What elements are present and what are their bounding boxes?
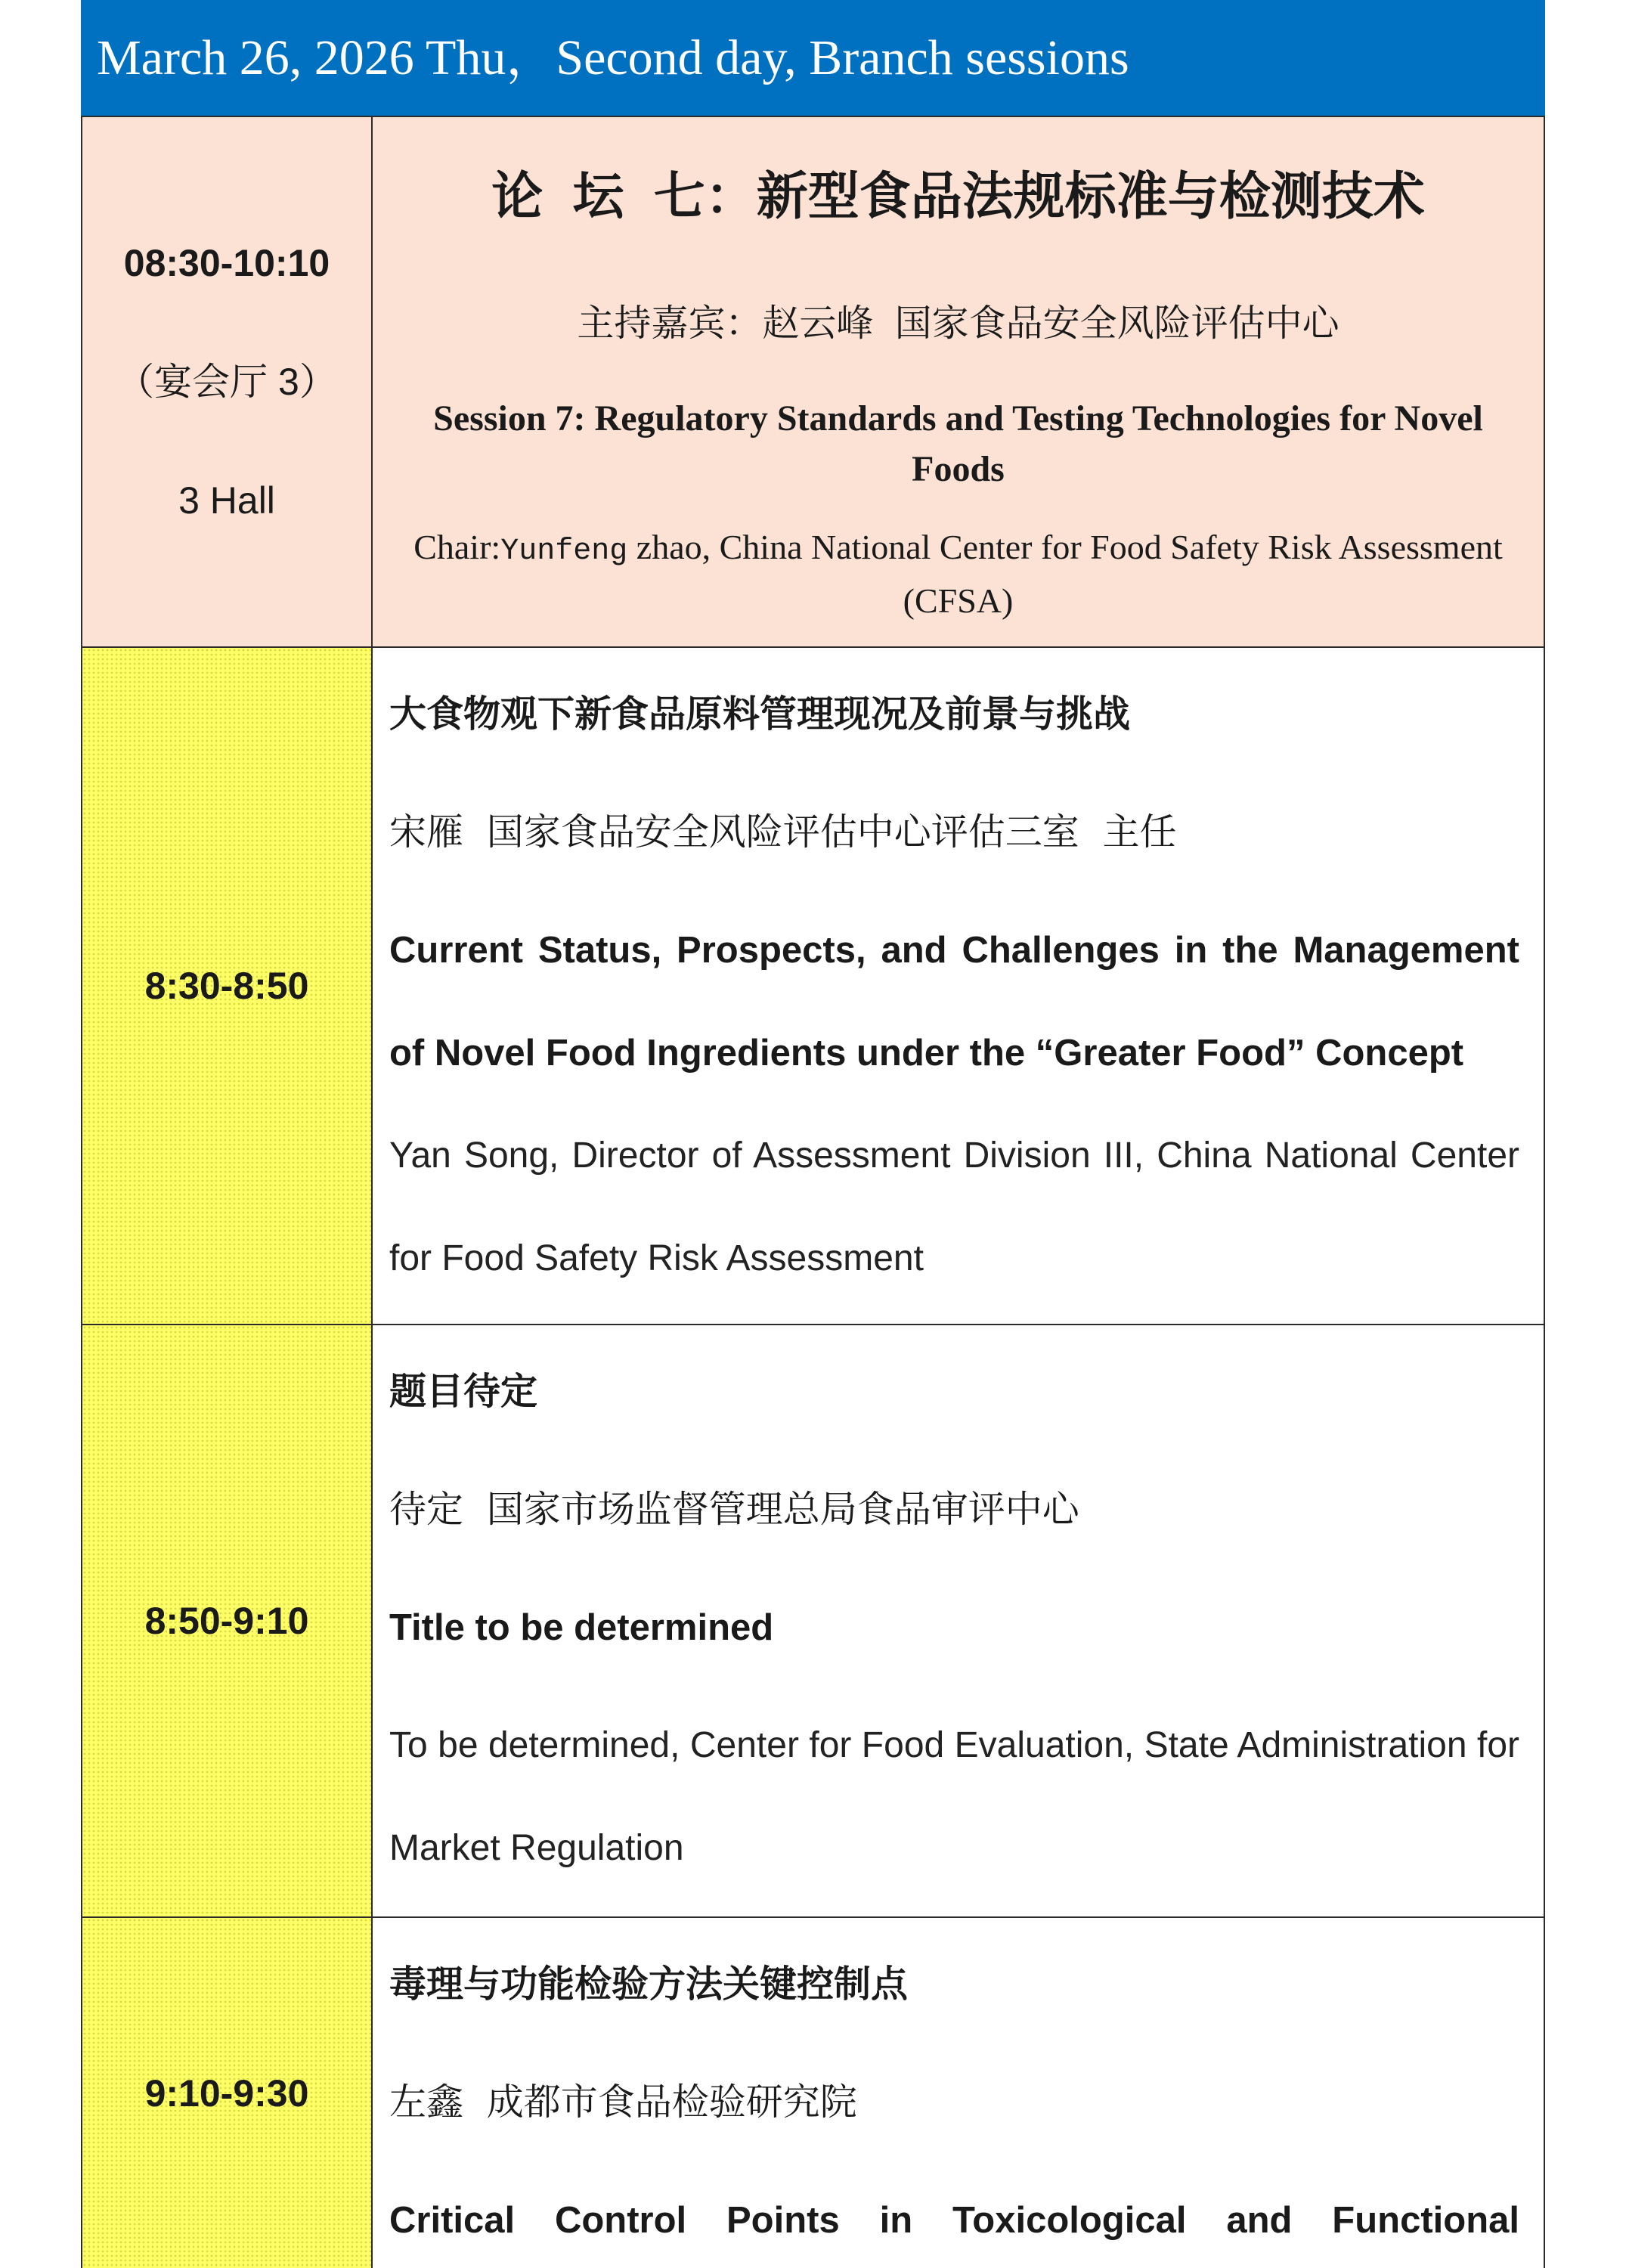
session-title-en: Session 7: Regulatory Standards and Testing Technologies for Novel Foods (433, 398, 1483, 489)
talk-speaker-en: Yan Song, Director of Assessment Division III, China National Center for Food Safety Risk Assessment (389, 1136, 1519, 1278)
session-info-cell (373, 117, 1544, 646)
session-host-cn: 主持嘉宾：赵云峰 国家食品安全风险评估中心 (577, 303, 1339, 344)
chair-prefix: Chair: (413, 528, 501, 566)
talk-title-en: Title to be determined (389, 1607, 774, 1648)
talk-speaker-cn: 宋雁 国家食品安全风险评估中心评估三室 主任 (389, 812, 1177, 853)
session-chair-en (391, 522, 1525, 625)
talk-row (82, 1916, 1544, 2268)
session-row (82, 116, 1544, 646)
chair-given-name: Yunfeng (500, 534, 628, 569)
session-room-cn: （宴会厅 3） (116, 360, 337, 403)
chair-rest: zhao, China National Center for Food Safety Risk Assessment (CFSA) (627, 528, 1503, 620)
talk-title-cn: 大食物观下新食品原料管理现况及前景与挑战 (389, 694, 1131, 735)
schedule-table (81, 116, 1545, 2268)
talk-title-en: Critical Control Points in Toxicological and Functional (389, 2200, 1519, 2241)
talk-title-en: Current Status, Prospects, and Challenges in the Management of Novel Food Ingredients under the “Greater Food” Concept (389, 930, 1519, 1074)
session-time: 08:30-10:10 (123, 241, 330, 284)
talk-time-cell (82, 1325, 373, 1916)
talk-speaker-en: To be determined, Center for Food Evaluation, State Administration for Market Regulation (389, 1725, 1519, 1868)
date-banner (81, 0, 1545, 116)
talk-row (82, 1324, 1544, 1916)
talk-time-cell (82, 1918, 373, 2268)
session-time-cell (82, 117, 373, 646)
talk-time: 8:50-9:10 (144, 1600, 309, 1642)
talk-info-cell (373, 1918, 1544, 2268)
talk-time: 8:30-8:50 (144, 965, 309, 1007)
talk-row (82, 646, 1544, 1324)
talk-time-cell (82, 648, 373, 1324)
talk-speaker-cn: 左鑫 成都市食品检验研究院 (389, 2082, 857, 2123)
talk-speaker-cn: 待定 国家市场监督管理总局食品审评中心 (389, 1489, 1079, 1530)
talk-info-cell (373, 1325, 1544, 1916)
talk-title-cn: 毒理与功能检验方法关键控制点 (389, 1964, 909, 2005)
talk-time: 9:10-9:30 (144, 2071, 309, 2115)
date-banner-title: March 26, 2026 Thu，Second day, Branch sessions (97, 30, 1129, 85)
session-room-en: 3 Hall (178, 479, 275, 522)
session-title-cn: 论 坛 七：新型食品法规标准与检测技术 (491, 168, 1425, 225)
talk-info-cell (373, 648, 1544, 1324)
talk-title-cn: 题目待定 (389, 1371, 538, 1412)
